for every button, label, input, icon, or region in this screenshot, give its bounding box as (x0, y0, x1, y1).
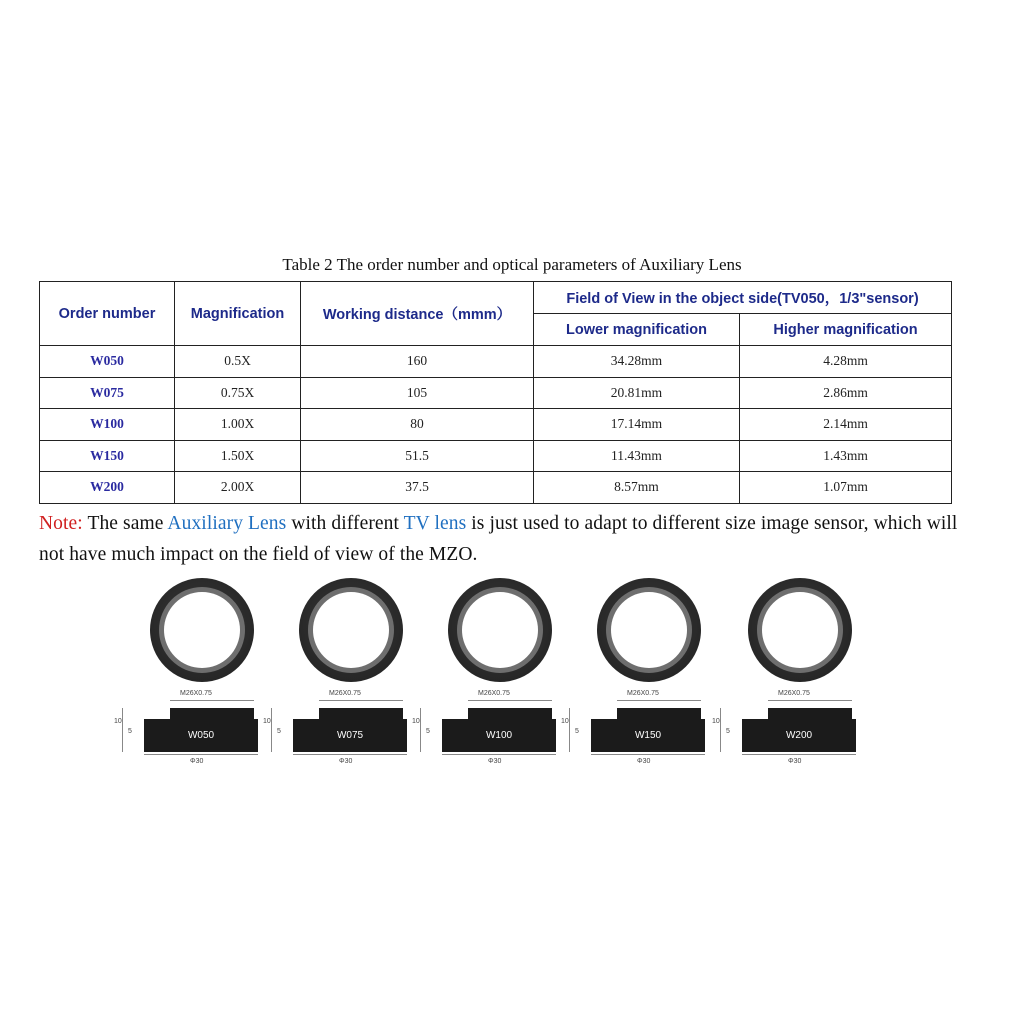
header-higher-magnification: Higher magnification (740, 314, 952, 346)
lens-top-view (299, 578, 403, 682)
cell-higher: 1.07mm (740, 472, 952, 504)
thread-dimension: M26X0.75 (778, 690, 810, 697)
cell-higher: 2.14mm (740, 409, 952, 441)
header-order-number: Order number (40, 282, 175, 346)
cell-working-distance: 105 (301, 377, 534, 409)
cell-magnification: 0.5X (175, 346, 301, 378)
table-row (40, 440, 952, 472)
cell-order: W075 (40, 377, 175, 409)
height-dimension: 5 (426, 728, 430, 735)
table-row (40, 377, 952, 409)
note-paragraph (39, 508, 969, 570)
optical-parameters-table (39, 281, 952, 504)
height-dimension: 10 (712, 718, 720, 725)
diameter-dimension: Φ30 (788, 758, 802, 765)
lens-top-view (150, 578, 254, 682)
lens-top-view (748, 578, 852, 682)
lens-side-drawing (712, 686, 968, 786)
cell-order: W100 (40, 409, 175, 441)
cell-working-distance: 51.5 (301, 440, 534, 472)
table-row (40, 472, 952, 504)
table-row (40, 409, 952, 441)
cell-magnification: 1.00X (175, 409, 301, 441)
cell-magnification: 1.50X (175, 440, 301, 472)
note-label: Note: (39, 513, 83, 534)
table-caption: Table 2 The order number and optical parameters of Auxiliary Lens (282, 255, 742, 274)
diameter-dimension: Φ30 (190, 758, 204, 765)
cell-order: W150 (40, 440, 175, 472)
thread-dimension: M26X0.75 (329, 690, 361, 697)
cell-higher: 2.86mm (740, 377, 952, 409)
cell-working-distance: 80 (301, 409, 534, 441)
height-dimension: 5 (726, 728, 730, 735)
lens-gallery (0, 570, 1024, 790)
cell-working-distance: 160 (301, 346, 534, 378)
cell-higher: 4.28mm (740, 346, 952, 378)
cell-lower: 34.28mm (534, 346, 740, 378)
table-row (40, 346, 952, 378)
height-dimension: 10 (263, 718, 271, 725)
lens-glass (164, 592, 240, 668)
diameter-dimension: Φ30 (339, 758, 353, 765)
lens-glass (611, 592, 687, 668)
header-working-distance: Working distance（mmm） (301, 282, 534, 346)
height-dimension: 10 (114, 718, 122, 725)
diameter-dimension: Φ30 (488, 758, 502, 765)
lens-top-view (448, 578, 552, 682)
lens-glass (462, 592, 538, 668)
lens-label: W075 (336, 730, 364, 741)
header-magnification: Magnification (175, 282, 301, 346)
cell-lower: 8.57mm (534, 472, 740, 504)
cell-lower: 11.43mm (534, 440, 740, 472)
lens-label: W200 (785, 730, 813, 741)
cell-lower: 17.14mm (534, 409, 740, 441)
cell-order: W200 (40, 472, 175, 504)
height-dimension: 5 (575, 728, 579, 735)
lens-glass (762, 592, 838, 668)
lens-glass (313, 592, 389, 668)
cell-magnification: 0.75X (175, 377, 301, 409)
height-dimension: 10 (561, 718, 569, 725)
note-text: is just used to adapt to different size image sensor, which will not have much impact on the field of view of the MZO. (39, 513, 958, 565)
note-tv-lens: TV lens (403, 513, 467, 534)
height-dimension: 5 (277, 728, 281, 735)
cell-lower: 20.81mm (534, 377, 740, 409)
thread-dimension: M26X0.75 (478, 690, 510, 697)
header-lower-magnification: Lower magnification (534, 314, 740, 346)
lens-top-view (597, 578, 701, 682)
height-dimension: 5 (128, 728, 132, 735)
height-dimension: 10 (412, 718, 420, 725)
note-text: with different (286, 513, 404, 534)
note-auxiliary-lens: Auxiliary Lens (167, 513, 287, 534)
header-field-of-view: Field of View in the object side(TV050，1/3"sensor) (534, 282, 952, 314)
cell-working-distance: 37.5 (301, 472, 534, 504)
thread-dimension: M26X0.75 (627, 690, 659, 697)
cell-order: W050 (40, 346, 175, 378)
thread-dimension: M26X0.75 (180, 690, 212, 697)
cell-higher: 1.43mm (740, 440, 952, 472)
lens-label: W100 (485, 730, 513, 741)
lens-label: W150 (634, 730, 662, 741)
cell-magnification: 2.00X (175, 472, 301, 504)
note-text: The same (82, 513, 168, 534)
diameter-dimension: Φ30 (637, 758, 651, 765)
lens-label: W050 (187, 730, 215, 741)
